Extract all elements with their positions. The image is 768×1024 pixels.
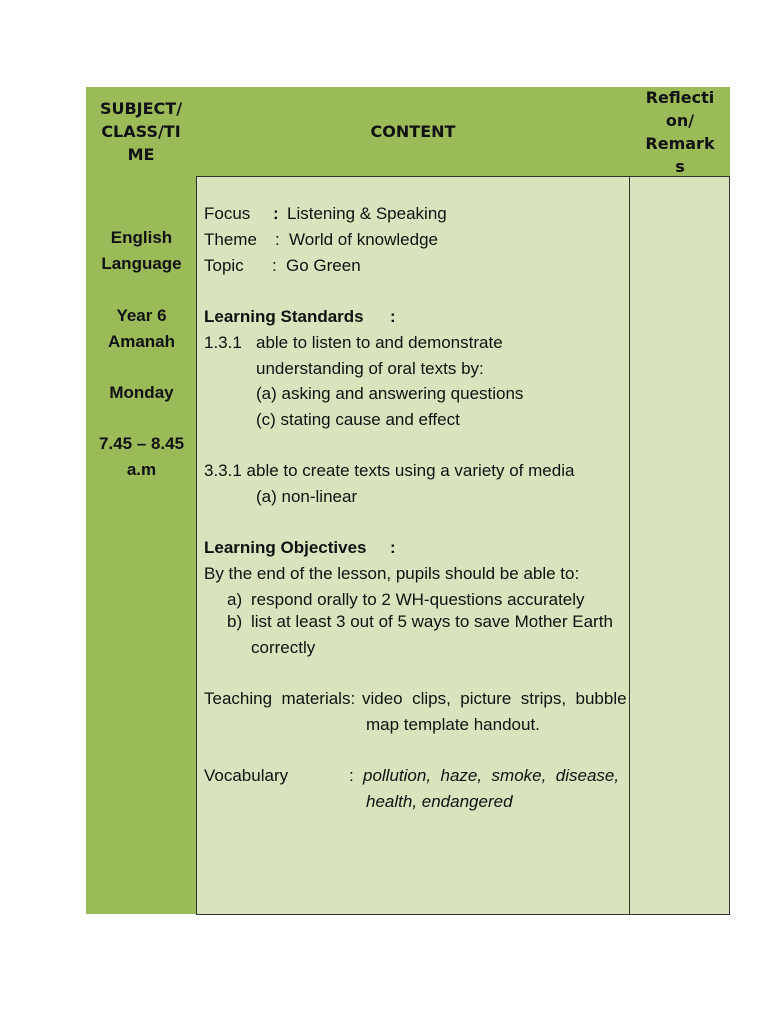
focus-value: Listening & Speaking [287, 204, 447, 223]
objective-text: correctly [251, 638, 316, 657]
teaching-materials-text: map template handout. [366, 715, 540, 734]
standard-subitem: (c) stating cause and effect [256, 410, 460, 429]
standard-text: understanding of oral texts by: [256, 359, 484, 378]
content-column [196, 176, 631, 915]
learning-standards-colon: : [390, 307, 396, 326]
teaching-materials-text: video clips, picture strips, bubble [362, 689, 627, 708]
header-subject-class-time: SUBJECT/ CLASS/TI ME [99, 99, 183, 164]
focus-label: Focus [204, 204, 251, 223]
learning-standards-heading: Learning Standards [204, 307, 364, 326]
vocabulary-words: pollution, haze, smoke, disease, [363, 766, 620, 785]
standard-subitem: (a) asking and answering questions [256, 384, 524, 403]
standard-subitem: (a) non-linear [256, 487, 358, 506]
objective-marker: a) [227, 590, 243, 609]
theme-colon: : [275, 230, 280, 249]
theme-value: World of knowledge [289, 230, 438, 249]
table-header-row [86, 87, 730, 176]
objective-text: list at least 3 out of 5 ways to save Mother Earth [251, 612, 613, 631]
topic-value: Go Green [286, 256, 361, 275]
teaching-materials-label: Teaching materials: [204, 689, 356, 708]
learning-objectives-colon: : [390, 538, 396, 557]
time-line: a.m [126, 460, 157, 479]
header-reflection-remarks: Reflecti on/ Remark s [645, 87, 715, 176]
vocabulary-words: health, endangered [366, 792, 513, 811]
standard-text: able to listen to and demonstrate [256, 333, 503, 352]
time-line: 7.45 – 8.45 [98, 434, 185, 453]
focus-colon: : [273, 204, 279, 223]
learning-objectives-heading: Learning Objectives [204, 538, 367, 557]
topic-colon: : [272, 256, 277, 275]
vocabulary-label: Vocabulary [204, 766, 289, 785]
standard-number: 1.3.1 [204, 333, 242, 352]
class-line: Year 6 [116, 306, 167, 325]
subject-line: English [110, 228, 173, 247]
subject-column [86, 176, 197, 914]
objectives-intro: By the end of the lesson, pupils should be able to: [204, 564, 580, 583]
objective-text: respond orally to 2 WH-questions accurately [251, 590, 585, 609]
subject-line: Language [101, 254, 182, 273]
objective-marker: b) [227, 612, 243, 631]
theme-label: Theme [204, 230, 257, 249]
class-line: Amanah [107, 332, 176, 351]
day-line: Monday [109, 383, 174, 402]
reflection-column [629, 176, 730, 915]
header-content: CONTENT [370, 122, 456, 141]
topic-label: Topic [204, 256, 244, 275]
standard-text: 3.3.1 able to create texts using a variety of media [204, 461, 575, 480]
vocabulary-colon: : [349, 766, 354, 785]
